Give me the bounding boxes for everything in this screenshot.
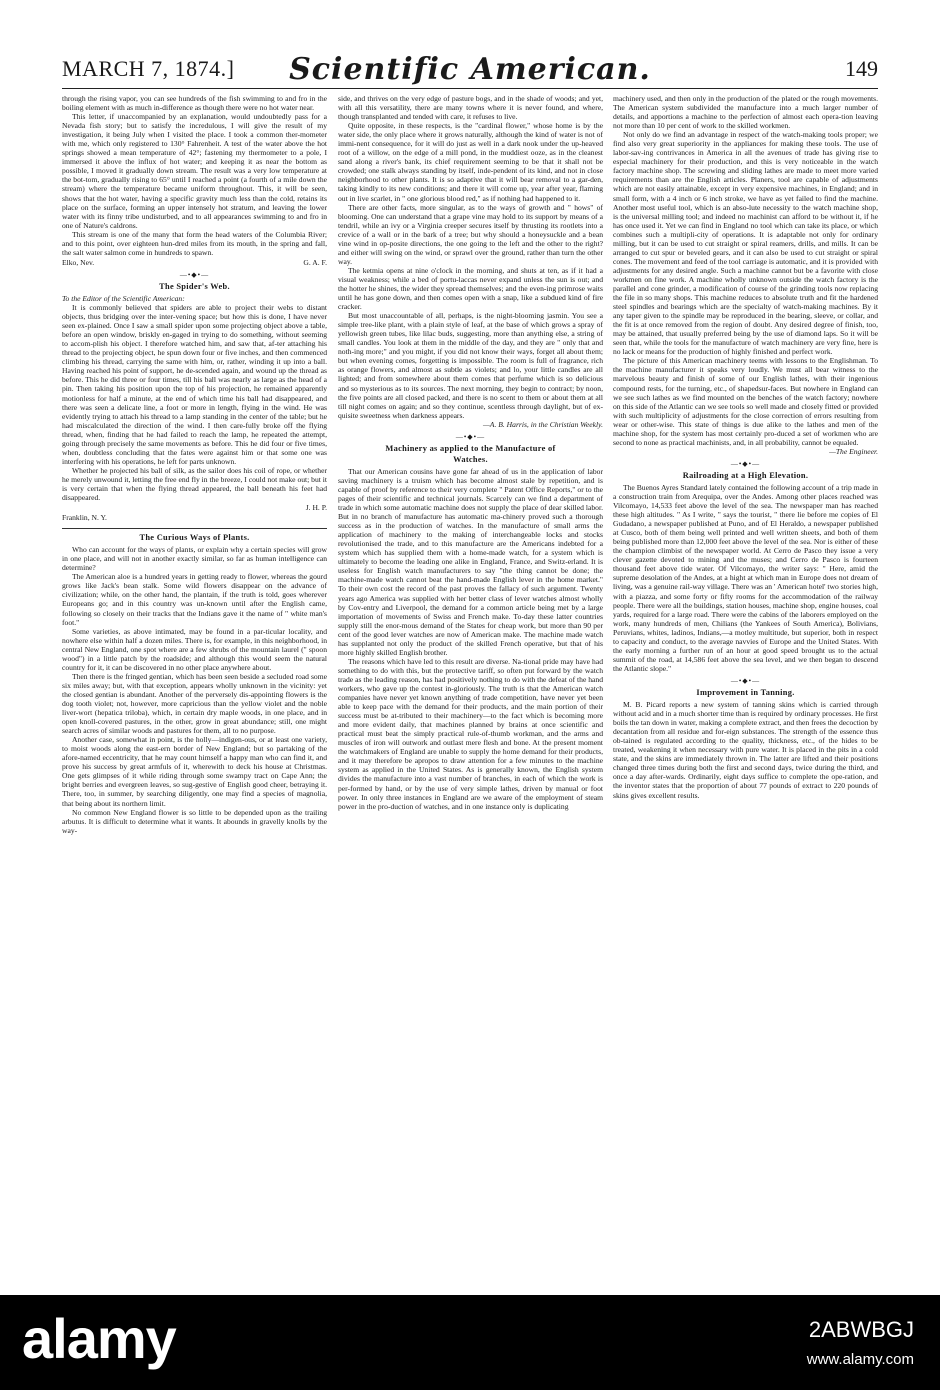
watermark-url: www.alamy.com <box>806 1351 914 1368</box>
curious-plants-article <box>62 533 327 835</box>
paragraph: It is commonly believed that spiders are able to project their webs to distant objects, thus bridging over the inter-vening space; but how this is done, I have never seen ex-plained. Once I saw a small spider upon some projecting object above a table, before an open window, briskly en-gaged in trying to do something, without seeming to accom-plish his object. I therefore watched him, and saw that, af-ter attaching his thread to the projecting object, he spun down four or five inches, and then commenced climbing his thread, carrying the same with him, or, rather, winding it up into a ball. Having reached his point of support, he de-scended again, and wound up the thread as before. This he did three or four times, till his ball was nearly as large as the head of a pin. Then taking his position upon the top of his projection, he remained apparently motionless for half a minute, at the end of which time his ball had disappeared, and there was seen a delicate line, a foot or more in length, flying in the wind. He was evidently trying to attach his thread to a lamp standing in the center of the table; but he had miscalculated the direction of the wind. I then care-fully broke off the flying thread, when, finding that he had failed to reach the lamp, he repeated the attempt, going through precisely the same movements as before. This he did four or five times, when, doubtless concluding that the fates were against him or that some one was interfering with his operations, he left for parts unknown. <box>62 303 327 466</box>
paragraph: This letter, if unaccompanied by an explanation, would undoubtedly pass for a Nevada fish story; but to satisfy the incredulous, I will give the result of my investigation, it being July when I visited the place. I took a common ther-mometer with me, which only registered to 130° Fahrenheit. A test of the water above the hot springs showed a mean temperature of 42°; fastening my thermometer to a pole, I immersed it above the influx of hot water; and keeping it as near the bottom as possible, I moved it gradually down stream. The result was a very low temperature at the bot-tom, gradually rising to 65° until I reached a point (a fourth of a mile down the stream) where the temperature became uniform throughout. This, it will be seen, shows that the hot water, having a specific gravity much less than the cold, retains its place on the surface, forming an upper intensely hot stratum, and leaving the lower water with its finny tribe undisturbed, and to all appearances swimming to and fro in one of Nature's caldrons. <box>62 112 327 230</box>
separator: —•◆•— <box>730 459 761 468</box>
divider <box>62 528 327 529</box>
article-credit: —A. B. Harris, in the Christian Weekly. <box>483 419 603 429</box>
high-elevation-railroad-article <box>613 471 878 673</box>
article-title: The Spider's Web. <box>159 281 230 291</box>
paragraph: The Buenos Ayres Standard lately contained the following account of a trip made in a construction train from Arequipa, over the Andes. Among other places reached was Vilcomayo, 14,533 feet above the level of the sea. The newspaper man has reached these high altitudes. " As I write, " says the tourist, " there lie before me copies of El Gudadano, a newspaper published at Puno, and of El Heraldo, a newspaper published at Cusco, both of them being well printed and well written sheets, and both of them being published more than 12,000 feet above the level of the sea. Nor is either of these the champion climbist of the newspaper world. At Cerro de Pasco they issue a very clever gazette devoted to mining and the muses; and Cerro de Pasco is fourteen thousand feet above tide water. Of Vilcomayo, the writer says: " Here, amid the supreme desolation of the Andes, at a hight at which man in Europe does not dream of living, was a genuine rail-way village. There was an ' American hotel' two stories high, with a piazza, and some forty or fifty rooms for the accommodation of the railway people. There were all the buildings, station houses, machine shop, engine houses, coal yards, required for a large road. There were the cabins of the laborers employed on the work, many hundreds of men, Chilians (the Yankees of South America), Bolivians, Peruvians, whites, ladinos, Indians,—a motley multitude, but superior, both in respect to capacity and conduct, to the average navvies of Europe and the United States. With the early morning a further run of an hour at good speed brought us to the actual summit of the road, at 14,586 feet above the sea level, and we then began to descend the Atlantic slope." <box>613 482 878 673</box>
signature <box>62 258 327 267</box>
paragraph: The picture of this American machinery teems with lessons to the Englishman. To the machine manufacturer it speaks very loudly. We must all bear witness to the marvelous beauty and finish of some of our English lathes, with their ingenious compound rests, for the turning, etc., of shapedsur-faces. But nowhere in England can we see such lathes as we find mounted on the benches of the watch factory; nowhere on this side of the Atlantic can we see tools so well made and closely fitted or provided with such multiplicity of adjustments for the close correction of errors resulting from wear or other-wise. This state of things is due alike to the lathes and men of the machine shop, for the system has most certainly pro-duced a set of workmen who are second to none as practical machinists, and, in all probability, cannot be equaled. <box>613 356 878 447</box>
page-number: 149 <box>845 56 878 81</box>
column-2 <box>338 94 603 1260</box>
paragraph: Quite opposite, in these respects, is the "cardinal flower," whose home is by the water side, the only place where it grows naturally, although the kind of water is not of immi-nent consequence, for it will do just as well in a dark nook under the up-heaved root of a willow, on the edge of a mill pond, in the muddiest ooze, as in the cleanest sand along a river's bank, its chief requirement seeming to be that it shall not be crowded; one stalk always standing by itself, inde-pendent of its kind, and not in close neighborhood to other plants. It is so adaptive that it will bear removal to a gar-den, taking kindly to its new conditions; and there it will come up, year after year, flaming out in live scarlet, in " one glorious blood red," as if nothing had happened to it. <box>338 121 603 203</box>
image-code: 2ABWBGJ <box>808 1317 914 1342</box>
issue-date: MARCH 7, 1874.] <box>62 56 235 81</box>
paragraph: The ketmia opens at nine o'clock in the morning, and shuts at ten, as if it had a visual weakness; while a bed of portu-laccas never expand unless the sun is out; and the hotter he shines, the wider they spread themselves; and the even-ing primrose waits until he has gone down, and then comes open with a snap, like a subdued kind of fire cracker. <box>338 265 603 312</box>
paragraph: Another case, somewhat in point, is the holly—indigen-ous, or at least one variety, to moist woods along the east-ern border of New England; but so partaking of the afore-named eccentricity, that he may count himself a happy man who can find it, and prove his success by great armfuls of it, wherewith to deck his house at Christmas. One gets glimpses of it while riding through some swampy tract on Cape Ann; the bright berries and evergreen leaves, so sug-gestive of English good cheer, betraying it. There, too, in summer, by searching diligently, one may find a species of magnolia, that being about its northern limit. <box>62 735 327 808</box>
paragraph: side, and thrives on the very edge of pasture bogs, and in the shade of woods; and yet, with all this versatility, there are many towns where it is never found, and where, though transplanted and tended with care, it refuses to live. <box>338 94 603 122</box>
paragraph: Some varieties, as above intimated, may be found in a par-ticular locality, and nowhere else within half a dozen miles. There is, for example, in this neighborhood, in central New England, one spot where are a few shrubs of the mountain laurel (" spoon wood") in a little patch by the roadside; and although this would seem the natural country for it, it can be discovered in no other place anywhere about. <box>62 626 327 672</box>
paragraph: This stream is one of the many that form the head waters of the Columbia River; and to this point, over eighteen hun-dred miles from its mouth, in the spring and fall, the salt water salmon come in hundreds to spawn. <box>62 229 327 257</box>
watch-machinery-article <box>338 444 603 811</box>
stock-watermark-banner <box>0 1295 940 1390</box>
signature-place: Elko, Nev. <box>62 257 95 267</box>
signature <box>62 503 327 512</box>
paragraph: Who can account for the ways of plants, or explain why a certain species will grow in one place, and will not in another exactly similar, so far as human intelligence can determine? <box>62 545 327 573</box>
separator: —•◆•— <box>455 432 486 441</box>
article-title: Improvement in Tanning. <box>696 688 795 697</box>
masthead: Scientific American. <box>289 52 651 87</box>
paragraph: The American aloe is a hundred years in getting ready to flower, whereas the gourd grows like Jack's bean stalk. Some wild flowers disappear on the advance of civilization; while, on the other hand, the plantain, if the truth is told, goes wherever Europeans go; and in this country was un-known until after the English came, following so closely on their tracks that the Indians gave it the name of " white man's foot." <box>62 572 327 627</box>
hot-springs-article <box>62 94 327 267</box>
signature-place: Franklin, N. Y. <box>62 513 107 523</box>
paragraph: But most unaccountable of all, perhaps, is the night-blooming jasmin. You see a simple tree-like plant, with a plain style of leaf, at the base of which grows a spray of yellowish green tubes, like lilac buds, suggesting, more than anything else, a string of small candles. You look at them in the middle of the day, and they are " only that and noth-ing more;" and you might, if you did not know their ways, forget all about them; but when evening comes, forgetting is impossible. The room is full of fragrance, rich as orange flowers, and almost as subtle as violets; and lo, your little candles are all lighted; and from somewhere about them comes that perfume which is so delicious and so mysterious as to its sources. The next morning, they begin to contract; by noon, the five points are all closed packed, and there is no scent to them or about them at all till night comes on again; and so they continue, scentless through daylight, but of ex-quisite sweetness when darkness appears. <box>338 311 603 420</box>
column-3 <box>613 94 878 1260</box>
article-title: The Curious Ways of Plants. <box>139 533 250 543</box>
article-title-line-2: Watches. <box>453 454 488 464</box>
paragraph: The reasons which have led to this result are diverse. Na-tional pride may have had something to do with this, but the protective tariff, so often put forward by the watch trade as the leading reason, has had positively nothing to do with the defeat of the hand workers, who gave up the contest in-gloriously. The truth is that the American watch companies have never yet known anything of trade competition, have never yet been able to keep pace with the demand for their products, and the main portion of their success must be at-tributed to their machinery—to the fact which is becoming more and more evident daily, that machines planned by brains at once scientific and practical must beat the simply practical rule-of-thumb workman, and the arms and muscles of iron will outwork and outlast mere flesh and bone. At the present moment the watchmakers of England are unable to supply the home demand for their products, and it may therefore be apropos to draw attention for a few minutes to the machine system as applied in the United States. As is generally known, the English system divides the manufacture into a vast number of branches, in each of which the work is per-formed by hand, or by the use of very simple lathes, driven by manual or foot power. In only three instances in England are we aware of the employment of steam power in the pro-duction of watches, and in one instance only is duplicating <box>338 656 603 811</box>
paragraph: Then there is the fringed gentian, which has been seen beside a secluded road some six miles away; but, with that exception, appears wholly unknown in the vicinity: yet the closed gentian is abundant. Another of the perversely dis-appointing flowers is the dog tooth violet; not, however, more capricious than the yellow violet and the noble liver-wort (hepatica triloba), which, in certain dry maple woods, in one place, and in open knoll-covered pastures, in the other, grow in great abundance; still, one might search acres of similar woods and pastures for them, all to no purpose. <box>62 671 327 736</box>
paragraph: machinery used, and then only in the production of the plated or the rough movements. The American system subdivided the manufacture into a much larger number of details, and apportions a machine to the perfection of almost each opera-tion leaving not more than 10 per cent of work to the skilled workmen. <box>613 94 878 131</box>
separator: —•◆•— <box>730 676 761 685</box>
article-title-line-1: Machinery as applied to the Manufacture of <box>385 443 556 453</box>
article-credit: —The Engineer. <box>829 446 878 456</box>
paragraph: There are other facts, more singular, as to the ways of growth and " hows" of blooming. One can understand that a grape vine may hold to its support by means of a tendril, while an ivy or a Virginia creeper secures itself by thrusting its rootlets into a crevice of a wall or in the bark of a tree; but why should a honeysuckle and a bean vine wind in op-posite directions, the one going to the left and the other to the right? and either will swing on the wind, or sprawl over the ground, rather than turn the other way. <box>338 202 603 266</box>
page-header <box>62 52 878 89</box>
article-title: Railroading at a High Elevation. <box>682 470 809 480</box>
signature-name: G. A. F. <box>303 257 327 267</box>
separator: —•◆•— <box>179 270 210 279</box>
paragraph: Whether he projected his ball of silk, as the sailor does his coil of rope, or whether he merely unwound it, letting the free end fly in the breeze, I could not make out; but it is very certain that when the flying thread appeared, the ball beneath his feet had disappeared. <box>62 465 327 503</box>
paragraph: That our American cousins have gone far ahead of us in the application of labor saving machinery is a truism which has become almost stale by repetition, and is capable of proof by reference to their very complete " Patent Office Reports," or to the pages of their scientific and technical journals. Scarcely can we find a department of trade in which some automatic machine does not supply the place of dear skilled labor. But in no branch of manufacture has automatic ma-chinery proved such a thorough success as in the production of watches. In the manufacture of small arms the application of machinery to the making of interchangeable locks and stocks revolutionised the trade, and to this manufacture are the Americans indebted for a system which has supplied them with a home-made watch, for a system which is ultimately to become the leading one alike in England, France, and Switz-erland. It is useless for English watch manufacturers to say "the thing cannot be done; the machine-made watch cannot beat the hand-made English lever in the home market." To their own cost the record of the past proves the fallacy of such argument. Twenty years ago America was supplied with her better class of lever watches almost wholly by Cov-entry and Liverpool, the demand for a common article being met by a large importation of movements of Swiss and French make. To-day these latter countries supply still the enor-mous demand of the States for cheap work, but more than 90 per cent of the good lever watches are now of American make. The machine made watch has supplanted not only the product of the skilled French operative, but that of his more highly skilled English brother. <box>338 466 603 657</box>
paragraph: No common New England flower is so little to be depended upon as the trailing arbutus. It is difficult to determine what it wants. It abounds in gravelly knolls by the way- <box>62 807 327 835</box>
paragraph: through the rising vapor, you can see hundreds of the fish swimming to and fro in the boiling element with as much in-difference as though there were no hot water near. <box>62 94 327 113</box>
curious-plants-continued <box>338 94 603 429</box>
spider-web-article <box>62 282 327 522</box>
watch-machinery-continued <box>613 94 878 456</box>
column-1 <box>62 94 327 1260</box>
paragraph: Not only do we find an advantage in respect of the watch-making tools proper; we find also very great superiority in the appliances for making these tools. The use of labor-sav-ing contrivances in America in all the avenues of trade has giving rise to especial machinery for their production, and this is very noticeable in the watch factory machine shop. The screwing and sliding lathes are made to meet more varied requirements than are the English articles. Planers, tool are capable of adjustments which are not easily attainable, except in very expensive machines, in England; and in small form, with a 4 inch or 6 inch stroke, we have as yet failed to find the machine. Another most useful tool, which is an abso-lute necessity to the watch machine shop, is the universal milling tool; and indeed no machinist can afford to be without it, if he has once used it. Yet we can find in England no tool which can take its place, or which combines such a multipli-city of operations. It is adaptable not only for ordinary milling, but it can be used to cut straight or spiral reamers, drills, and mills. It can be arranged to cut spur or beveled gears, and it can also be used to cut straight or spiral cones. The movement and feed of the tool carriage is automatic, and it is provided with adjustments for any desired angle. Such a machine cannot but be a favorite with close workmen on fine work. A machine wholly unknown outside the watch factory is the parallel and cone grinder, a modification of course of the grinding tools now replacing the file in so many shops. This machine reduces to absolute truth and fit the hardened steel spindles and bearings which are the specialty of watch-making machines. By it any taper given to the spindle may be reproduced in the bearing, sleeve, or collar, and the fit is at once removed from the region of doubt. Any desired degree of finish, too, may be attained, that usually preferred being by the use of diamond laps. So it will be seen that, while the tools for the manufacture of watch machinery are very fine, here is no lack or means for the production of highly finished and perfect work. <box>613 130 878 357</box>
alamy-logo: alamy <box>22 1307 176 1370</box>
tanning-article <box>613 688 878 800</box>
signature-name: J. H. P. <box>305 503 327 513</box>
salutation: To the Editor of the Scientific American: <box>62 293 185 303</box>
paragraph: M. B. Picard reports a new system of tanning skins which is carried through without acid and in a much shorter time than is required by ordinary processes. He first boils the tan down in water, making a complete extract, and then frees the decoction by decantation from all residue and for-eign substances. The strength of the essence thus ob-tained is regulated according to the quality, thickness, etc., of the hides to be treated, weakening it when necessary with pure water. It is placed in the pits in a cold state, and the skins are immediately thrown in. The latter are lifted and their positions changed three times during both the first and second days, twice during the third, and once a day after-wards. Ordinarily, eight days suffice to complete the ope-ration, and the inventor states that the proportion of about 77 pounds of extract to 220 pounds of skins gives excellent results. <box>613 700 878 800</box>
